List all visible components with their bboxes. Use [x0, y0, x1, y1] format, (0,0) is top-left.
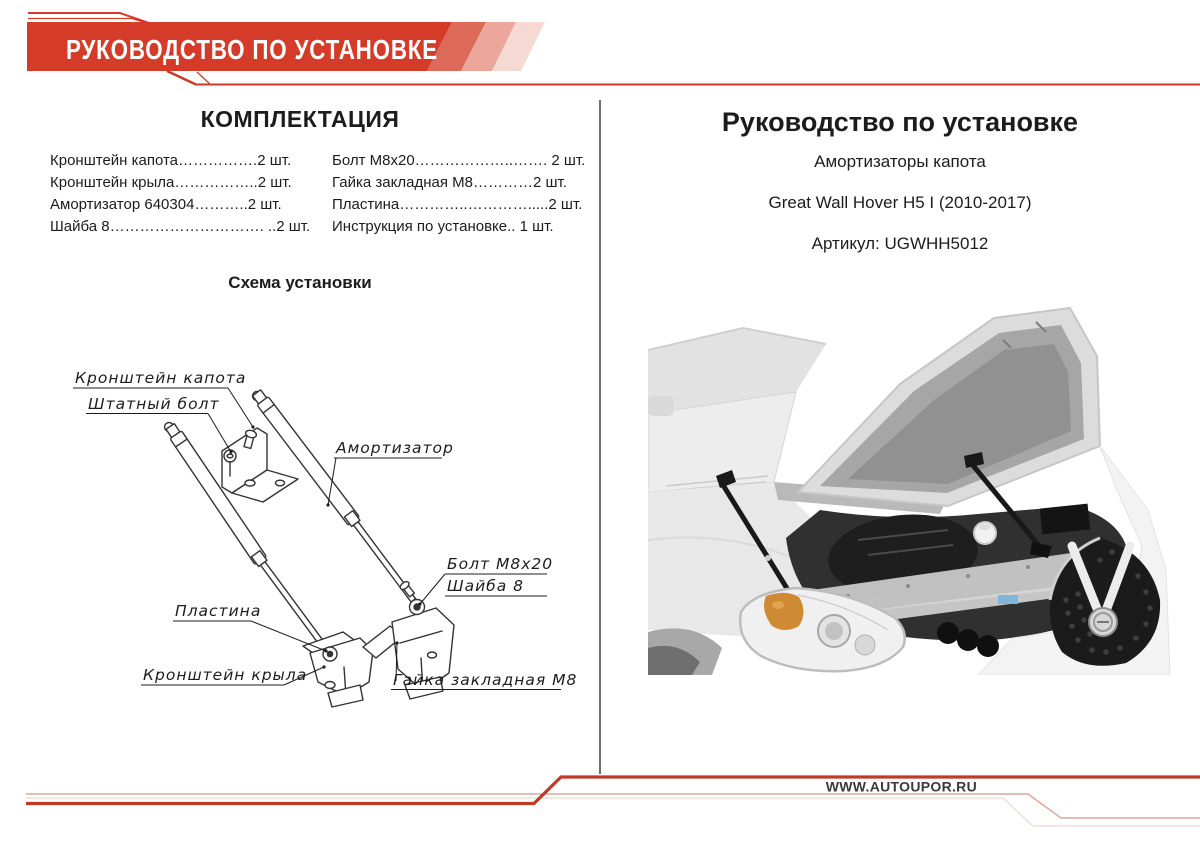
kit-item: Кронштейн крыла……………..2 шт.: [50, 174, 292, 191]
car-blue-label: [998, 595, 1018, 604]
kit-list-column-1: [50, 150, 320, 238]
car-battery: [1040, 504, 1090, 535]
kit-item: Болт М8х20………………..……. 2 шт.: [332, 152, 586, 169]
label-washer-8: Шайба 8: [447, 577, 524, 595]
banner-drop-diagonal-thin: [197, 72, 211, 85]
car-photo-illustration: [648, 300, 1173, 675]
car-open-hood: [798, 308, 1100, 506]
car-mirror: [648, 396, 674, 416]
kit-list-column-2: [332, 150, 586, 238]
right-page-article: Артикул: UGWHH5012: [811, 234, 989, 253]
label-fender-bracket: Кронштейн крыла: [143, 666, 308, 684]
schema-title: Схема установки: [228, 273, 372, 292]
installation-schema-drawing: [60, 355, 580, 715]
label-plate: Пластина: [175, 602, 262, 620]
kit-item: Гайка закладная М8…………2 шт.: [332, 174, 567, 191]
kit-item: Шайба 8…………………………. ..2 шт.: [50, 218, 311, 235]
kit-section-title: КОМПЛЕКТАЦИЯ: [200, 106, 400, 132]
label-stock-bolt: Штатный болт: [88, 395, 220, 413]
kit-item: Кронштейн капота…………….2 шт.: [50, 152, 292, 169]
label-bolt-m8x20: Болт М8х20: [447, 555, 554, 573]
label-hood-bracket: Кронштейн капота: [75, 369, 247, 387]
kit-item: Инструкция по установке.. 1 шт.: [332, 218, 554, 235]
footer-thick-line: [26, 777, 1200, 804]
right-page-title: Руководство по установке: [721, 107, 1079, 137]
kit-item: Амортизатор 640304………..2 шт.: [50, 196, 282, 213]
footer-graphic: [0, 755, 1200, 848]
header-banner-title: РУКОВОДСТВО ПО УСТАНОВКЕ: [66, 34, 438, 65]
label-embedded-nut: Гайка закладная М8: [393, 671, 578, 689]
label-strut: Амортизатор: [336, 439, 454, 457]
right-page-header: [600, 107, 1200, 275]
fender-bracket-left-drawing: [303, 632, 373, 707]
banner-drop-diagonal: [167, 71, 196, 85]
kit-item: Пластина…………..………….....2 шт.: [332, 196, 583, 213]
footer-website: WWW.AUTOUPOR.RU: [825, 778, 977, 795]
right-page-subtitle: Амортизаторы капота: [814, 152, 986, 171]
right-page-model: Great Wall Hover H5 I (2010-2017): [768, 193, 1032, 212]
header-banner-graphic: [0, 0, 1200, 96]
car-intake-hose: [977, 635, 999, 657]
